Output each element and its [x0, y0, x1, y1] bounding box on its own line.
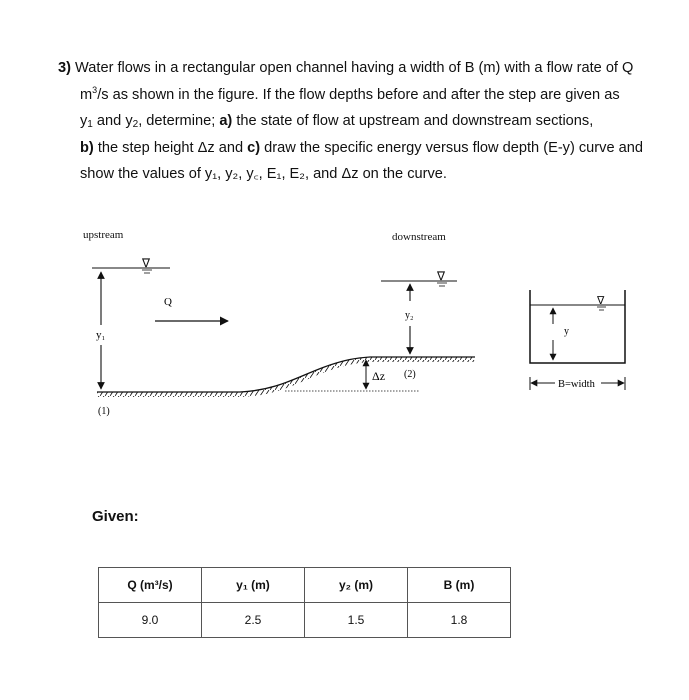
- problem-text-3: , determine;: [138, 113, 220, 129]
- upstream-label: upstream: [83, 229, 124, 241]
- y1-symbol: y: [80, 113, 88, 129]
- cross-section-water-symbol: ∇: [597, 294, 605, 307]
- part-c-label: c): [247, 139, 261, 156]
- downstream-label: downstream: [392, 231, 446, 243]
- y2-subscript: 2: [132, 119, 139, 130]
- part-a-text: the state of flow at upstream and downstream sections,: [232, 113, 594, 129]
- header-q: Q (m³/s): [99, 568, 202, 603]
- problem-text-1: Water flows in a rectangular open channel having a width of B (m) with a flow rate of Q: [75, 60, 634, 76]
- q-label: Q: [164, 296, 172, 308]
- part-a-label: a): [219, 113, 233, 129]
- header-y2: y₂ (m): [305, 568, 408, 603]
- value-q: 9.0: [99, 603, 202, 638]
- cross-section-channel: [530, 290, 625, 363]
- header-b: B (m): [408, 568, 511, 603]
- value-y1: 2.5: [202, 603, 305, 638]
- problem-text-2: /s as shown in the figure. If the flow depths before and after the step are given as: [97, 86, 620, 103]
- y-label: y: [564, 326, 569, 337]
- width-label: B=width: [558, 379, 595, 390]
- table-header-row: [99, 568, 511, 603]
- problem-number: 3): [58, 60, 71, 76]
- part-c-text: draw the specific energy versus flow depth (E-y) curve and: [260, 139, 643, 156]
- y2-symbol: and y: [92, 113, 133, 129]
- section1-label: (1): [98, 406, 110, 417]
- y2-label: y₂: [405, 310, 414, 321]
- unit-exponent: 3: [92, 84, 98, 95]
- y1-subscript: 1: [87, 119, 93, 130]
- y1-label: y₁: [96, 329, 106, 341]
- upstream-water-symbol: ∇: [142, 256, 151, 270]
- part-b-label: b): [80, 139, 94, 156]
- given-label: Given:: [92, 508, 139, 525]
- dz-label: Δz: [372, 369, 386, 383]
- problem-text-5: show the values of y₁, y₂, y꜀, E₁, E₂, and Δz on the curve.: [80, 166, 447, 182]
- given-table: [98, 567, 511, 638]
- table-row: [99, 603, 511, 638]
- downstream-water-symbol: ∇: [437, 269, 446, 283]
- value-y2: 1.5: [305, 603, 408, 638]
- section2-label: (2): [404, 369, 416, 380]
- header-y1: y₁ (m): [202, 568, 305, 603]
- part-b-text: the step height Δz and: [93, 139, 248, 156]
- value-b: 1.8: [408, 603, 511, 638]
- unit-m: m: [80, 86, 93, 103]
